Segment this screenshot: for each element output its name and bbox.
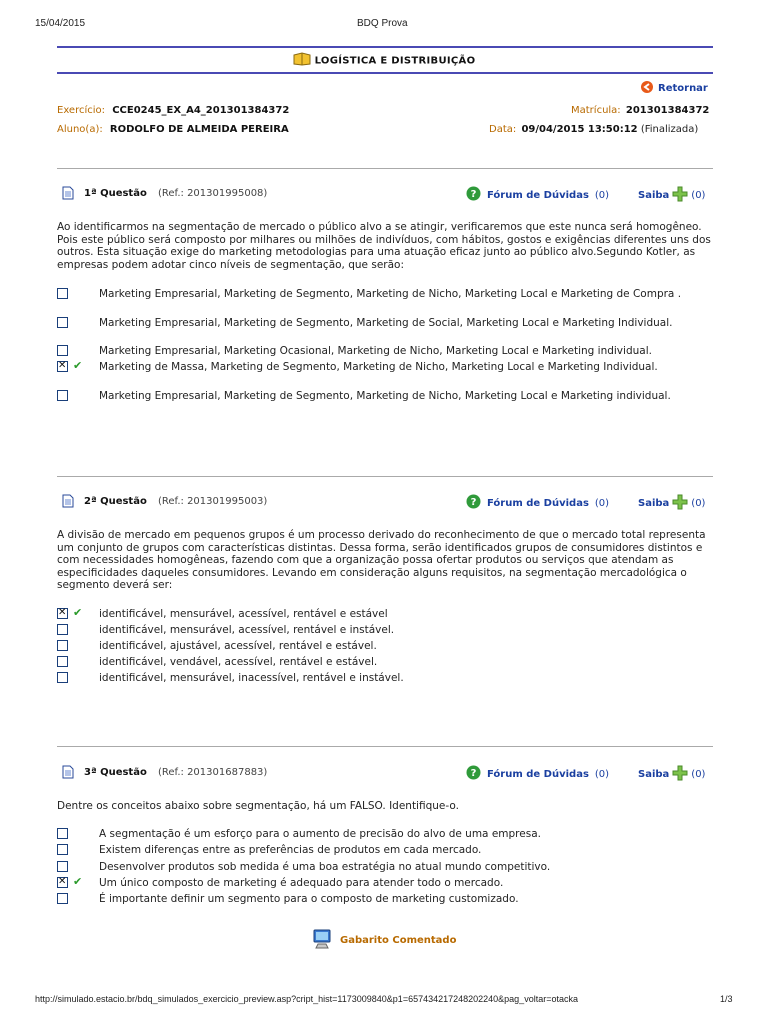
svg-text:?: ? [470,189,477,200]
saiba-mais-link[interactable] [638,494,705,513]
saiba-label: Saiba [638,190,670,201]
aluno-row [57,124,289,135]
status-text: (Finalizada) [640,124,699,135]
option-text: Um único composto de marketing é adequado para atender todo o mercado. [99,877,504,889]
forum-count: (0) [594,189,610,201]
option-checkbox[interactable] [57,390,68,401]
option-checkbox[interactable] [57,317,68,328]
document-icon [62,494,74,511]
option-text: Desenvolver produtos sob medida é uma boa estratégia no atual mundo competitivo. [99,861,551,873]
question-ref: (Ref.: 201301687883) [158,767,268,778]
option-checkbox[interactable] [57,672,68,683]
saiba-mais-link[interactable] [638,186,705,205]
help-icon [466,765,481,783]
option-text: identificável, mensurável, acessível, rentável e estável [99,608,388,620]
data-row [489,124,698,135]
option-checkbox-checked[interactable] [57,608,68,619]
footer-url: http://simulado.estacio.br/bdq_simulados_exercicio_preview.asp?cript_hist=1173009840&p1=657434217248202240&pag_voltar=otacka [35,994,578,1004]
question-number: 2ª Questão [84,496,147,507]
matricula-value: 201301384372 [625,105,710,116]
help-icon [466,186,481,204]
book-icon [293,52,311,69]
question-2-header [62,494,712,510]
exercicio-row [57,105,289,116]
option-text: identificável, ajustável, acessível, rentável e estável. [99,640,377,652]
forum-label: Fórum de Dúvidas [487,768,589,780]
question-ref: (Ref.: 201301995008) [158,188,268,199]
question-1-header [62,186,712,202]
footer-page: 1/3 [720,994,733,1004]
plus-icon [672,494,688,513]
option-text: Existem diferenças entre as preferências de produtos em cada mercado. [99,844,482,856]
saiba-label: Saiba [638,769,670,780]
retornar-link[interactable] [640,80,708,97]
option-checkbox[interactable] [57,640,68,651]
option-text: Marketing Empresarial, Marketing de Segmento, Marketing de Nicho, Marketing Local e Marketing de Compra . [99,288,682,300]
option-checkbox[interactable] [57,828,68,839]
data-label: Data: [489,124,517,135]
option-text: Marketing de Massa, Marketing de Segmento, Marketing de Nicho, Marketing Local e Marketing Individual. [99,361,658,373]
gabarito-label: Gabarito Comentado [340,935,457,946]
option-checkbox-checked[interactable] [57,877,68,888]
option-text: identificável, vendável, acessível, rentável e estável. [99,656,378,668]
document-icon [62,186,74,203]
forum-link[interactable] [466,765,609,783]
data-value: 09/04/2015 13:50:12 [521,124,638,135]
saiba-mais-link[interactable] [638,765,705,784]
exercicio-label: Exercício: [57,105,106,116]
aluno-value: RODOLFO DE ALMEIDA PEREIRA [109,124,289,135]
option-text: A segmentação é um esforço para o aumento de precisão do alvo de uma empresa. [99,828,541,840]
forum-link[interactable] [466,186,609,204]
exercicio-value: CCE0245_EX_A4_201301384372 [112,105,290,116]
question-ref: (Ref.: 201301995003) [158,496,268,507]
question-number: 3ª Questão [84,767,147,778]
option-text: Marketing Empresarial, Marketing de Segmento, Marketing de Nicho, Marketing Local e Marketing individual. [99,390,671,402]
correct-check-icon: ✔ [73,875,83,888]
option-text: Marketing Empresarial, Marketing de Segmento, Marketing de Social, Marketing Local e Marketing Individual. [99,317,673,329]
matricula-row [571,105,709,116]
option-checkbox[interactable] [57,288,68,299]
option-checkbox-checked[interactable] [57,361,68,372]
matricula-label: Matrícula: [571,105,621,116]
aluno-label: Aluno(a): [57,124,103,135]
monitor-icon [312,928,334,953]
correct-check-icon: ✔ [73,359,83,372]
divider [57,168,713,169]
question-number: 1ª Questão [84,188,147,199]
plus-icon [672,186,688,205]
print-date: 15/04/2015 [35,18,86,29]
plus-icon [672,765,688,784]
question-1-text: Ao identificarmos na segmentação de mercado o público alvo a se atingir, verificaremos que este nunca será homogêneo. Pois este público será composto por milhares ou milhões de indivíduos, com hábitos, gostos e exigências diferentes uns dos outros. Esta situação exige do marketing metodologias para uma atuação eficaz junto ao público alvo.Segundo Kotler, as empresas podem adotar cinco níveis de segmentação, que serão: [57,221,711,271]
question-3-header [62,765,712,781]
svg-text:?: ? [470,768,477,779]
page-title [0,52,768,69]
option-checkbox[interactable] [57,893,68,904]
forum-label: Fórum de Dúvidas [487,497,589,509]
option-text: identificável, mensurável, inacessível, rentável e instável. [99,672,404,684]
correct-check-icon: ✔ [73,606,83,619]
help-icon [466,494,481,512]
title-rule [57,72,713,74]
page-title-text: LOGÍSTICA E DISTRIBUIÇÃO [314,55,476,67]
top-rule [57,46,713,48]
saiba-label: Saiba [638,498,670,509]
option-text: identificável, mensurável, acessível, rentável e instável. [99,624,395,636]
back-arrow-icon [640,80,654,97]
forum-link[interactable] [466,494,609,512]
saiba-count: (0) [691,769,706,780]
saiba-count: (0) [691,498,706,509]
document-icon [62,765,74,782]
gabarito-comentado-button[interactable] [312,928,456,953]
saiba-count: (0) [691,190,706,201]
question-2-text: A divisão de mercado em pequenos grupos é um processo derivado do reconhecimento de que o mercado total representa um conjunto de grupos com características distintas. Dessa forma, serão identificados grupos de consumidores distintos e com necessidades homogêneas, fazendo com que a organização possa ofertar produtos ou serviços que atendam as especificidades daqueles consumidores. Levando em consideração alguns requisitos, na segmentação mercadológica o segmento deverá ser: [57,529,706,592]
option-checkbox[interactable] [57,844,68,855]
option-text: Marketing Empresarial, Marketing Ocasional, Marketing de Nicho, Marketing Local e Marketing individual. [99,345,652,357]
forum-count: (0) [594,497,610,509]
option-checkbox[interactable] [57,624,68,635]
divider [57,476,713,477]
question-3-text: Dentre os conceitos abaixo sobre segmentação, há um FALSO. Identifique-o. [57,800,459,812]
option-checkbox[interactable] [57,861,68,872]
forum-count: (0) [594,768,610,780]
print-title: BDQ Prova [357,18,408,29]
option-text: É importante definir um segmento para o composto de marketing customizado. [99,893,519,905]
retornar-label: Retornar [658,83,708,94]
forum-label: Fórum de Dúvidas [487,189,589,201]
divider [57,746,713,747]
svg-text:?: ? [470,497,477,508]
option-checkbox[interactable] [57,345,68,356]
option-checkbox[interactable] [57,656,68,667]
